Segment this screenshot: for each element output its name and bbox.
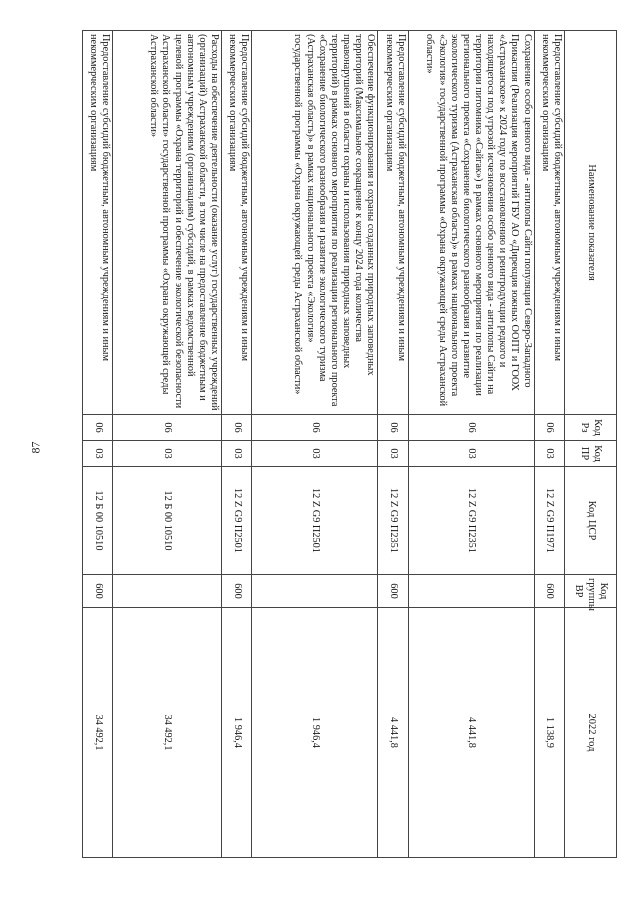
row-year: 34 492,1 [113, 608, 222, 858]
row-year: 1 946,4 [252, 608, 378, 858]
row-name: Предоставление субсидий бюджетным, автономным учреждениям и иным некоммерческим организациям [83, 31, 113, 415]
row-csr: 12 Б 00 10510 [113, 467, 222, 575]
row-rz: 06 [252, 415, 378, 441]
row-pr: 03 [378, 441, 408, 467]
row-vr: 600 [378, 575, 408, 608]
row-csr: 12 Z G9 П2351 [378, 467, 408, 575]
row-year: 4 441,8 [408, 608, 534, 858]
row-name: Предоставление субсидий бюджетным, автономным учреждениям и иным некоммерческим организациям [221, 31, 251, 415]
budget-table [82, 30, 617, 858]
row-name: Обеспечение функционирования и охраны созданных природных заповедных территорий (Максимальное сокращение к концу 2024 года количества правонарушений в области охраны и использования природных заповедных территорий) в рамках основного мероприятия по реализации регионального проекта «Сохранение биологического разнообразия и развитие экологического туризма (Астраханская область)» в рамках национального проекта «Экология» государственной программы «Охрана окружающей среды Астраханской области» [252, 31, 378, 415]
row-pr: 03 [408, 441, 534, 467]
row-vr [252, 575, 378, 608]
row-rz: 06 [534, 415, 564, 441]
row-pr: 03 [534, 441, 564, 467]
row-vr [113, 575, 222, 608]
row-csr: 12 Z G9 П2501 [252, 467, 378, 575]
rotated-page-content [82, 30, 617, 858]
row-name: Сохранение особо ценного вида - антилопы Сайги популяции Северо-Западного Прикаспия (Реализация мероприятий ГБУ АО «Дирекция южных ООПТ и ГООХ «Астраханское» к 2024 году по восстановлению и реинтродукции редкого и находящегося под угрозой исчезновения особо ценного вида - антилопы Сайги на территории питомника «Сайгак») в рамках основного мероприятия по реализации регионального проекта «Сохранение биологического разнообразия и развитие экологического туризма (Астраханская область)» в рамках национального проекта «Экология» государственной программы «Охрана окружающей среды Астраханской области» [408, 31, 534, 415]
row-year: 1 946,4 [221, 608, 251, 858]
table-row [252, 31, 378, 858]
table-row [408, 31, 534, 858]
row-vr [408, 575, 534, 608]
row-rz: 06 [83, 415, 113, 441]
table-row [378, 31, 408, 858]
row-pr: 03 [252, 441, 378, 467]
header-rz: Код Рз [565, 415, 617, 441]
row-rz: 06 [408, 415, 534, 441]
page-number: 87 [28, 441, 43, 454]
row-csr: 12 Б 00 10510 [83, 467, 113, 575]
header-pr: Код ПР [565, 441, 617, 467]
row-pr: 03 [221, 441, 251, 467]
header-csr: Код ЦСР [565, 467, 617, 575]
header-name: Наименование показателя [565, 31, 617, 415]
table-row [221, 31, 251, 858]
row-name: Предоставление субсидий бюджетным, автономным учреждениям и иным некоммерческим организациям [378, 31, 408, 415]
table-header-row [565, 31, 617, 858]
table-row [113, 31, 222, 858]
header-vr: Код группы ВР [565, 575, 617, 608]
row-pr: 03 [113, 441, 222, 467]
row-vr: 600 [534, 575, 564, 608]
row-csr: 12 Z G9 П2501 [221, 467, 251, 575]
row-year: 34 492,1 [83, 608, 113, 858]
row-vr: 600 [221, 575, 251, 608]
row-name: Расходы на обеспечение деятельности (оказание услуг) государственных учреждений (организаций) Астраханской области, в том числе на предоставление бюджетным и автономным учреждениям (организациям) субсидий, в рамках ведомственной целевой программы «Охрана территорий и обеспечение экологической безопасности Астраханской области» государственной программы «Охрана окружающей среды Астраханской области» [113, 31, 222, 415]
row-rz: 06 [113, 415, 222, 441]
row-csr: 12 Z G9 П2351 [408, 467, 534, 575]
row-rz: 06 [378, 415, 408, 441]
row-year: 1 138,9 [534, 608, 564, 858]
row-rz: 06 [221, 415, 251, 441]
table-row [83, 31, 113, 858]
row-pr: 03 [83, 441, 113, 467]
header-year: 2022 год [565, 608, 617, 858]
table-row [534, 31, 564, 858]
row-year: 4 441,8 [378, 608, 408, 858]
row-vr: 600 [83, 575, 113, 608]
row-csr: 12 Z G9 П1971 [534, 467, 564, 575]
row-name: Предоставление субсидий бюджетным, автономным учреждениям и иным некоммерческим организациям [534, 31, 564, 415]
